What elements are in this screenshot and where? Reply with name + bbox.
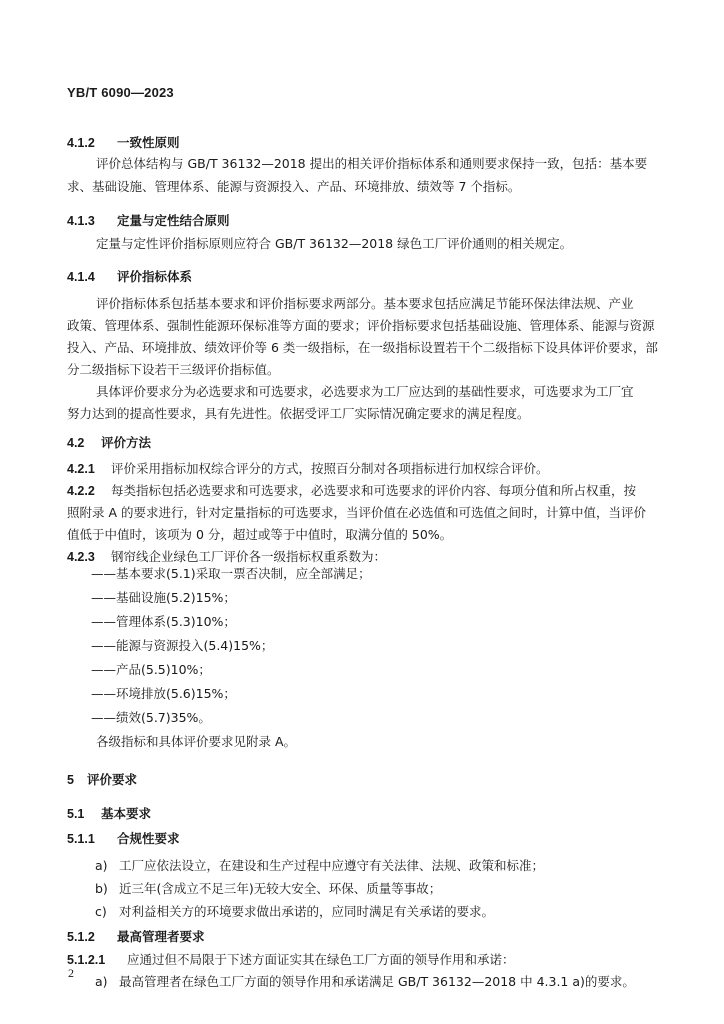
heading-title: 一致性原则 <box>117 135 180 150</box>
list-marker: a) <box>95 974 108 989</box>
clause-number: 5.1.2.1 <box>67 953 106 967</box>
paragraph-line: 投入、产品、环境排放、绩效评价等 6 类一级指标，在一级指标设置若干个二级指标下设具体评价要求，部 <box>67 340 658 355</box>
list-text: 近三年(含成立不足三年)无较大安全、环保、质量等事故； <box>119 881 442 896</box>
list-item: ——环境排放(5.6)15%； <box>91 686 236 701</box>
standard-code: YB/T 6090—2023 <box>67 85 174 100</box>
list-item <box>95 856 544 874</box>
paragraph-line: 评价总体结构与 GB/T 36132—2018 提出的相关评价指标体系和通则要求保持一致，包括：基本要 <box>96 156 648 171</box>
clause-number: 4.2.2 <box>67 484 95 498</box>
list-marker: b) <box>95 881 108 896</box>
heading-5-1-1 <box>67 829 180 847</box>
heading-title: 定量与定性结合原则 <box>117 213 230 228</box>
list-text: 工厂应依法设立，在建设和生产过程中应遵守有关法律、法规、政策和标准； <box>119 858 545 873</box>
heading-title: 评价方法 <box>101 435 152 450</box>
heading-title: 合规性要求 <box>117 831 180 846</box>
paragraph-line: 照附录 A 的要求进行，针对定量指标的可选要求，当评价值在必选值和可选值之间时，计算中值，当评价 <box>67 505 646 520</box>
heading-5 <box>67 770 137 788</box>
paragraph-line: 值低于中值时，该项为 0 分，超过或等于中值时，取满分值的 50%。 <box>67 527 453 542</box>
heading-number: 4.1.3 <box>67 214 95 228</box>
heading-number: 4.1.4 <box>67 270 95 284</box>
heading-5-1-2 <box>67 927 205 945</box>
list-item <box>95 972 635 990</box>
clause-number: 4.2.3 <box>67 550 95 564</box>
heading-title: 基本要求 <box>101 806 152 821</box>
heading-4-1-2 <box>67 133 180 151</box>
heading-5-1 <box>67 804 151 822</box>
clause-4-2-1 <box>67 458 549 480</box>
clause-text: 评价采用指标加权综合评分的方式，按照百分制对各项指标进行加权综合评价。 <box>111 461 549 476</box>
paragraph-line: 评价指标体系包括基本要求和评价指标要求两部分。基本要求包括应满足节能环保法律法规、产业 <box>96 296 634 311</box>
clause-text: 钢帘线企业绿色工厂评价各一级指标权重系数为： <box>111 549 387 564</box>
heading-number: 4.1.2 <box>67 136 95 150</box>
clause-text: 应通过但不局限于下述方面证实其在绿色工厂方面的领导作用和承诺： <box>127 952 515 967</box>
paragraph-line: 具体评价要求分为必选要求和可选要求，必选要求为工厂应达到的基础性要求，可选要求为工厂宜 <box>96 384 634 399</box>
heading-number: 5.1.2 <box>67 930 95 944</box>
list-text: 对利益相关方的环境要求做出承诺的，应同时满足有关承诺的要求。 <box>119 904 495 919</box>
list-item: ——绩效(5.7)35%。 <box>91 710 211 725</box>
note-text: 各级指标和具体评价要求见附录 A。 <box>96 734 297 749</box>
paragraph-line: 求、基础设施、管理体系、能源与资源投入、产品、环境排放、绩效等 7 个指标。 <box>67 179 521 194</box>
clause-number: 4.2.1 <box>67 462 95 476</box>
list-item: ——基础设施(5.2)15%； <box>91 590 236 605</box>
list-item <box>95 879 441 897</box>
heading-title: 评价要求 <box>87 772 138 787</box>
heading-title: 评价指标体系 <box>117 269 193 284</box>
list-text: 最高管理者在绿色工厂方面的领导作用和承诺满足 GB/T 36132—2018 中 4.3.1 a)的要求。 <box>119 974 635 989</box>
clause-5-1-2-1 <box>67 950 515 968</box>
heading-4-1-3 <box>67 211 230 229</box>
paragraph-line: 分二级指标下设若干三级评价指标值。 <box>67 362 280 377</box>
heading-4-2 <box>67 433 151 451</box>
heading-number: 5 <box>67 773 74 787</box>
paragraph-line: 努力达到的提高性要求，具有先进性。依据受评工厂实际情况确定要求的满足程度。 <box>67 406 530 421</box>
list-item: ——产品(5.5)10%； <box>91 662 211 677</box>
heading-4-1-4 <box>67 267 192 285</box>
heading-title: 最高管理者要求 <box>117 929 205 944</box>
list-marker: a) <box>95 858 108 873</box>
list-marker: c) <box>95 904 107 919</box>
page-number: 2 <box>68 966 74 980</box>
heading-number: 5.1 <box>67 807 85 821</box>
heading-number: 5.1.1 <box>67 832 95 846</box>
list-item: ——管理体系(5.3)10%； <box>91 614 236 629</box>
clause-4-2-2 <box>67 480 636 502</box>
list-item: ——能源与资源投入(5.4)15%； <box>91 638 274 653</box>
paragraph-line: 政策、管理体系、强制性能源环保标准等方面的要求；评价指标要求包括基础设施、管理体系、能源与资源 <box>67 318 655 333</box>
clause-text: 每类指标包括必选要求和可选要求，必选要求和可选要求的评价内容、每项分值和所占权重，按 <box>111 483 637 498</box>
paragraph-line: 定量与定性评价指标原则应符合 GB/T 36132—2018 绿色工厂评价通则的相关规定。 <box>96 236 573 251</box>
heading-number: 4.2 <box>67 436 85 450</box>
list-item <box>95 902 494 920</box>
list-item: ——基本要求(5.1)采取一票否决制，应全部满足； <box>91 566 371 581</box>
